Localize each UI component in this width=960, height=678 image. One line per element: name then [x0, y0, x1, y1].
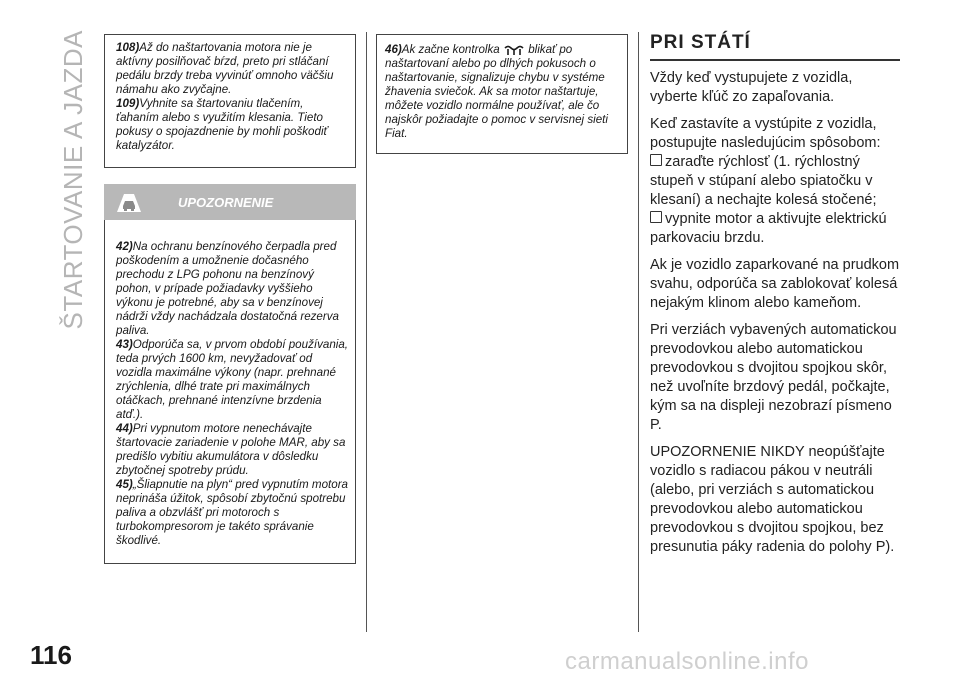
chapter-title-text: ŠTARTOVANIE A JAZDA	[57, 30, 88, 330]
warning-car-icon	[116, 191, 142, 213]
note-text: „Šliapnutie na plyn“ pred vypnutím motora neprináša úžitok, spôsobí zbytočnú spotrebu paliva a obzvlášť pri motoroch s turbokompresorom je takéto správanie škodlivé.	[116, 478, 349, 547]
paragraph-5: UPOZORNENIE NIKDY neopúšťajte vozidlo s radiacou pákou v neutráli (alebo, pri verziách s automatickou prevodovkou alebo automatickou prevodovkou s dvojitou spojkou, bez presunutia páky radenia do polohy P).	[650, 444, 895, 555]
column-divider-right	[638, 32, 639, 632]
bullet-text: zaraďte rýchlosť (1. rýchlostný stupeň v stúpaní alebo spiatočku v klesaní) a nechajte kolesá stočené;	[650, 154, 877, 208]
paragraph-1: Vždy keď vystupujete z vozidla, vyberte kľúč zo zapaľovania.	[650, 70, 853, 105]
warning-header	[104, 184, 356, 220]
note-number: 42)	[116, 240, 133, 253]
note-44	[116, 422, 349, 478]
bullet-item-2	[650, 210, 900, 248]
chapter-side-title	[57, 30, 88, 330]
bullet-text: vypnite motor a aktivujte elektrickú parkovaciu brzdu.	[650, 211, 887, 246]
watermark: carmanualsonline.info	[565, 648, 809, 675]
note-text: Pri vypnutom motore nenechávajte štartovacie zariadenie v polohe MAR, aby sa predišlo vybitiu akumulátora v dôsledku zbytočnej spotreby prúdu.	[116, 422, 346, 477]
note-text: Odporúča sa, v prvom období používania, teda prvých 1600 km, nevyžadovať od vozidla maximálne výkony (napr. prehnané zrýchlenia, dlhé trate pri maximálnych otáčkach, prehnané intenzívne brzdenia atď.).	[116, 338, 349, 421]
checkbox-bullet-icon	[650, 211, 662, 223]
paragraph-3: Ak je vozidlo zaparkované na prudkom svahu, odporúča sa zablokovať kolesá nejakým klinom alebo kameňom.	[650, 257, 900, 311]
note-number: 43)	[116, 338, 133, 351]
parking-section	[650, 32, 900, 557]
note-number: 44)	[116, 422, 133, 435]
notes-box-46	[376, 34, 628, 154]
section-heading: PRI STÁTÍ	[650, 32, 900, 61]
note-text: Ak začne kontrolka	[401, 43, 500, 56]
note-45	[116, 478, 349, 548]
note-text: Vyhnite sa štartovaniu tlačením, ťahaním alebo s využitím klesania. Tieto pokusy o spojazdnenie by mohli poškodiť katalyzátor.	[116, 97, 328, 152]
bullet-item-1	[650, 153, 900, 210]
warning-notes-box	[104, 220, 356, 564]
note-text: Až do naštartovania motora nie je aktívny posilňovač bŕzd, preto pri stláčaní pedálu brzdy treba vyvinúť omnoho väčšiu námahu ako zvyčajne.	[116, 41, 334, 96]
note-text: Na ochranu benzínového čerpadla pred poškodením a umožnenie dočasného prechodu z LPG pohonu na benzínový pohon, v prípade požiadavky vyššieho výkonu je potrebné, aby sa v benzínovej nádrži vždy nachádzala dostatočná rezerva paliva.	[116, 240, 339, 337]
note-43	[116, 338, 349, 422]
warning-heading: UPOZORNENIE	[178, 194, 274, 210]
note-number: 109)	[116, 97, 140, 110]
note-46	[385, 43, 619, 141]
note-number: 45)	[116, 478, 133, 491]
paragraph-4: Pri verziách vybavených automatickou prevodovkou alebo automatickou prevodovkou s dvojitou spojkou skôr, než uvoľníte brzdový pedál, počkajte, kým sa na displeji nezobrazí písmeno P.	[650, 322, 897, 433]
note-108	[116, 41, 347, 97]
glow-plug-icon	[503, 44, 525, 56]
note-42	[116, 240, 349, 338]
column-divider-left	[366, 32, 367, 632]
checkbox-bullet-icon	[650, 154, 662, 166]
note-number: 108)	[116, 41, 140, 54]
notes-box-108-109	[104, 34, 356, 168]
note-109	[116, 97, 347, 153]
page-number: 116	[30, 640, 72, 670]
note-text-cont: blikať po naštartovaní alebo po dlhých pokusoch o naštartovanie, signalizuje chybu v systéme žhavenia sviečok. Ak sa motor naštartuje, môžete vozidlo normálne používať, ale čo najskôr požiadajte o pomoc v servisnej sieti Fiat.	[385, 43, 608, 140]
note-number: 46)	[385, 43, 402, 56]
paragraph-2: Keď zastavíte a vystúpite z vozidla, postupujte nasledujúcim spôsobom:	[650, 116, 881, 151]
